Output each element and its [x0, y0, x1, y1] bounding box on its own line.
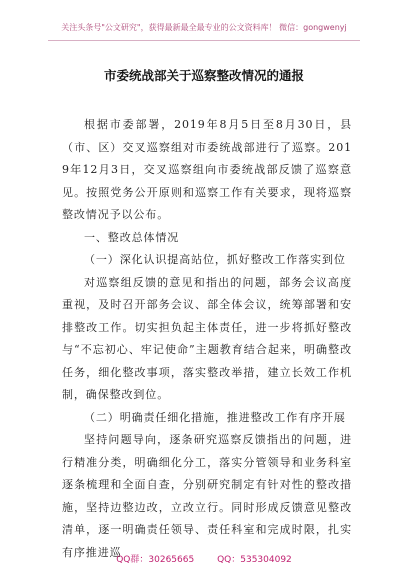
document-body — [62, 114, 352, 564]
paragraph-body-2: 坚持问题导向，逐条研究巡察反馈指出的问题，进行精准分类，明确细化分工，落实分管领导和业务科室逐条梳理和全面自查，分别研究制定有针对性的整改措施，坚持边整边改，立改立行。同时形成反馈意见整改清单，逐一明确责任领导、责任科室和完成时限，扎实有序推进巡 — [62, 433, 352, 559]
footer-contact — [0, 552, 408, 565]
header-notice: 关注头条号"公文研究"，获得最新最全最专业的公文资料库！ 微信：gongwenyj — [61, 23, 347, 32]
section-heading-1: 一、整改总体情况 — [84, 230, 180, 244]
paragraph-intro: 根据市委部署，2019年8月5日至8月30日，县（市、区）交叉巡察组对市委统战部进行了巡察。2019年12月3日，交叉巡察组向市委统战部反馈了巡察意见。按照党务公开原则和巡察工作有关要求，现将巡察整改情况予以公布。 — [62, 118, 352, 221]
header-divider — [48, 40, 360, 41]
footer-qq-group: QQ群：30265665 — [116, 555, 195, 565]
document-title: 市委统战部关于巡察整改情况的通报 — [103, 68, 304, 83]
footer-qq: QQ：535304092 — [217, 555, 292, 565]
paragraph-body-1: 对巡察组反馈的意见和指出的问题，部务会议高度重视，及时召开部务会议、部全体会议，统筹部署和安排整改工作。切实担负起主体责任，进一步将抓好整改与“不忘初心、牢记使命”主题教育结合起来，明确整改任务，细化整改事项，落实整改举措，建立长效工作机制，确保整改到位。 — [62, 275, 352, 401]
subsection-heading-1: （一）深化认识提高站位，抓好整改工作落实到位 — [84, 253, 346, 266]
subsection-heading-2: （二）明确责任细化措施，推进整改工作有序开展 — [84, 410, 346, 424]
